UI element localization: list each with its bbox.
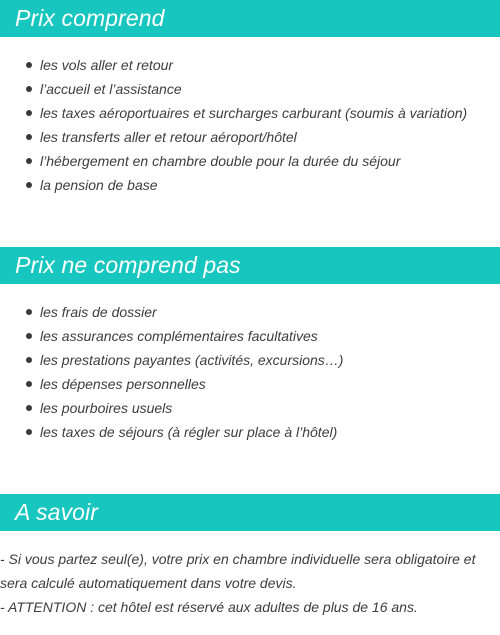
list-item-text: les vols aller et retour [40, 57, 174, 73]
list-item-text: les assurances complémentaires facultatives [40, 328, 318, 344]
list-item [0, 420, 500, 444]
list-item [0, 348, 500, 372]
list-prix-ne-comprend-pas [0, 300, 500, 444]
bullet-icon [26, 62, 32, 68]
header-a-savoir [0, 494, 500, 531]
bullet-icon [26, 429, 32, 435]
bullet-icon [26, 158, 32, 164]
section-title-a-savoir: A savoir [15, 499, 99, 525]
list-item [0, 101, 500, 125]
list-item [0, 372, 500, 396]
list-item [0, 77, 500, 101]
note-paragraph: - Si vous partez seul(e), votre prix en chambre individuelle sera obligatoire et sera calculé automatiquement dans votre devis. [0, 551, 476, 591]
section-title-prix-ne-comprend-pas: Prix ne comprend pas [15, 252, 241, 278]
list-item-text: les pourboires usuels [40, 400, 173, 416]
list-item-text: les prestations payantes (activités, excursions…) [40, 352, 344, 368]
list-item [0, 125, 500, 149]
bullet-icon [26, 134, 32, 140]
list-item [0, 396, 500, 420]
bullet-icon [26, 357, 32, 363]
bullet-icon [26, 86, 32, 92]
list-item [0, 173, 500, 197]
bullet-icon [26, 110, 32, 116]
list-item-text: l’accueil et l’assistance [40, 81, 182, 97]
bullet-icon [26, 405, 32, 411]
section-title-prix-comprend: Prix comprend [15, 5, 165, 31]
bullet-icon [26, 333, 32, 339]
notes-a-savoir [0, 547, 500, 619]
list-item-text: les frais de dossier [40, 304, 157, 320]
list-item-text: l’hébergement en chambre double pour la durée du séjour [40, 153, 401, 169]
bullet-icon [26, 182, 32, 188]
list-item-text: la pension de base [40, 177, 158, 193]
header-prix-ne-comprend-pas [0, 247, 500, 284]
list-item [0, 53, 500, 77]
list-item-text: les transferts aller et retour aéroport/hôtel [40, 129, 297, 145]
bullet-icon [26, 309, 32, 315]
list-item-text: les taxes aéroportuaires et surcharges carburant (soumis à variation) [40, 105, 468, 121]
list-item-text: les taxes de séjours (à régler sur place à l’hôtel) [40, 424, 338, 440]
list-item [0, 300, 500, 324]
note-paragraph: - ATTENTION : cet hôtel est réservé aux adultes de plus de 16 ans. [0, 599, 418, 615]
header-prix-comprend [0, 0, 500, 37]
bullet-icon [26, 381, 32, 387]
list-item [0, 324, 500, 348]
list-prix-comprend [0, 53, 500, 197]
list-item [0, 149, 500, 173]
list-item-text: les dépenses personnelles [40, 376, 206, 392]
